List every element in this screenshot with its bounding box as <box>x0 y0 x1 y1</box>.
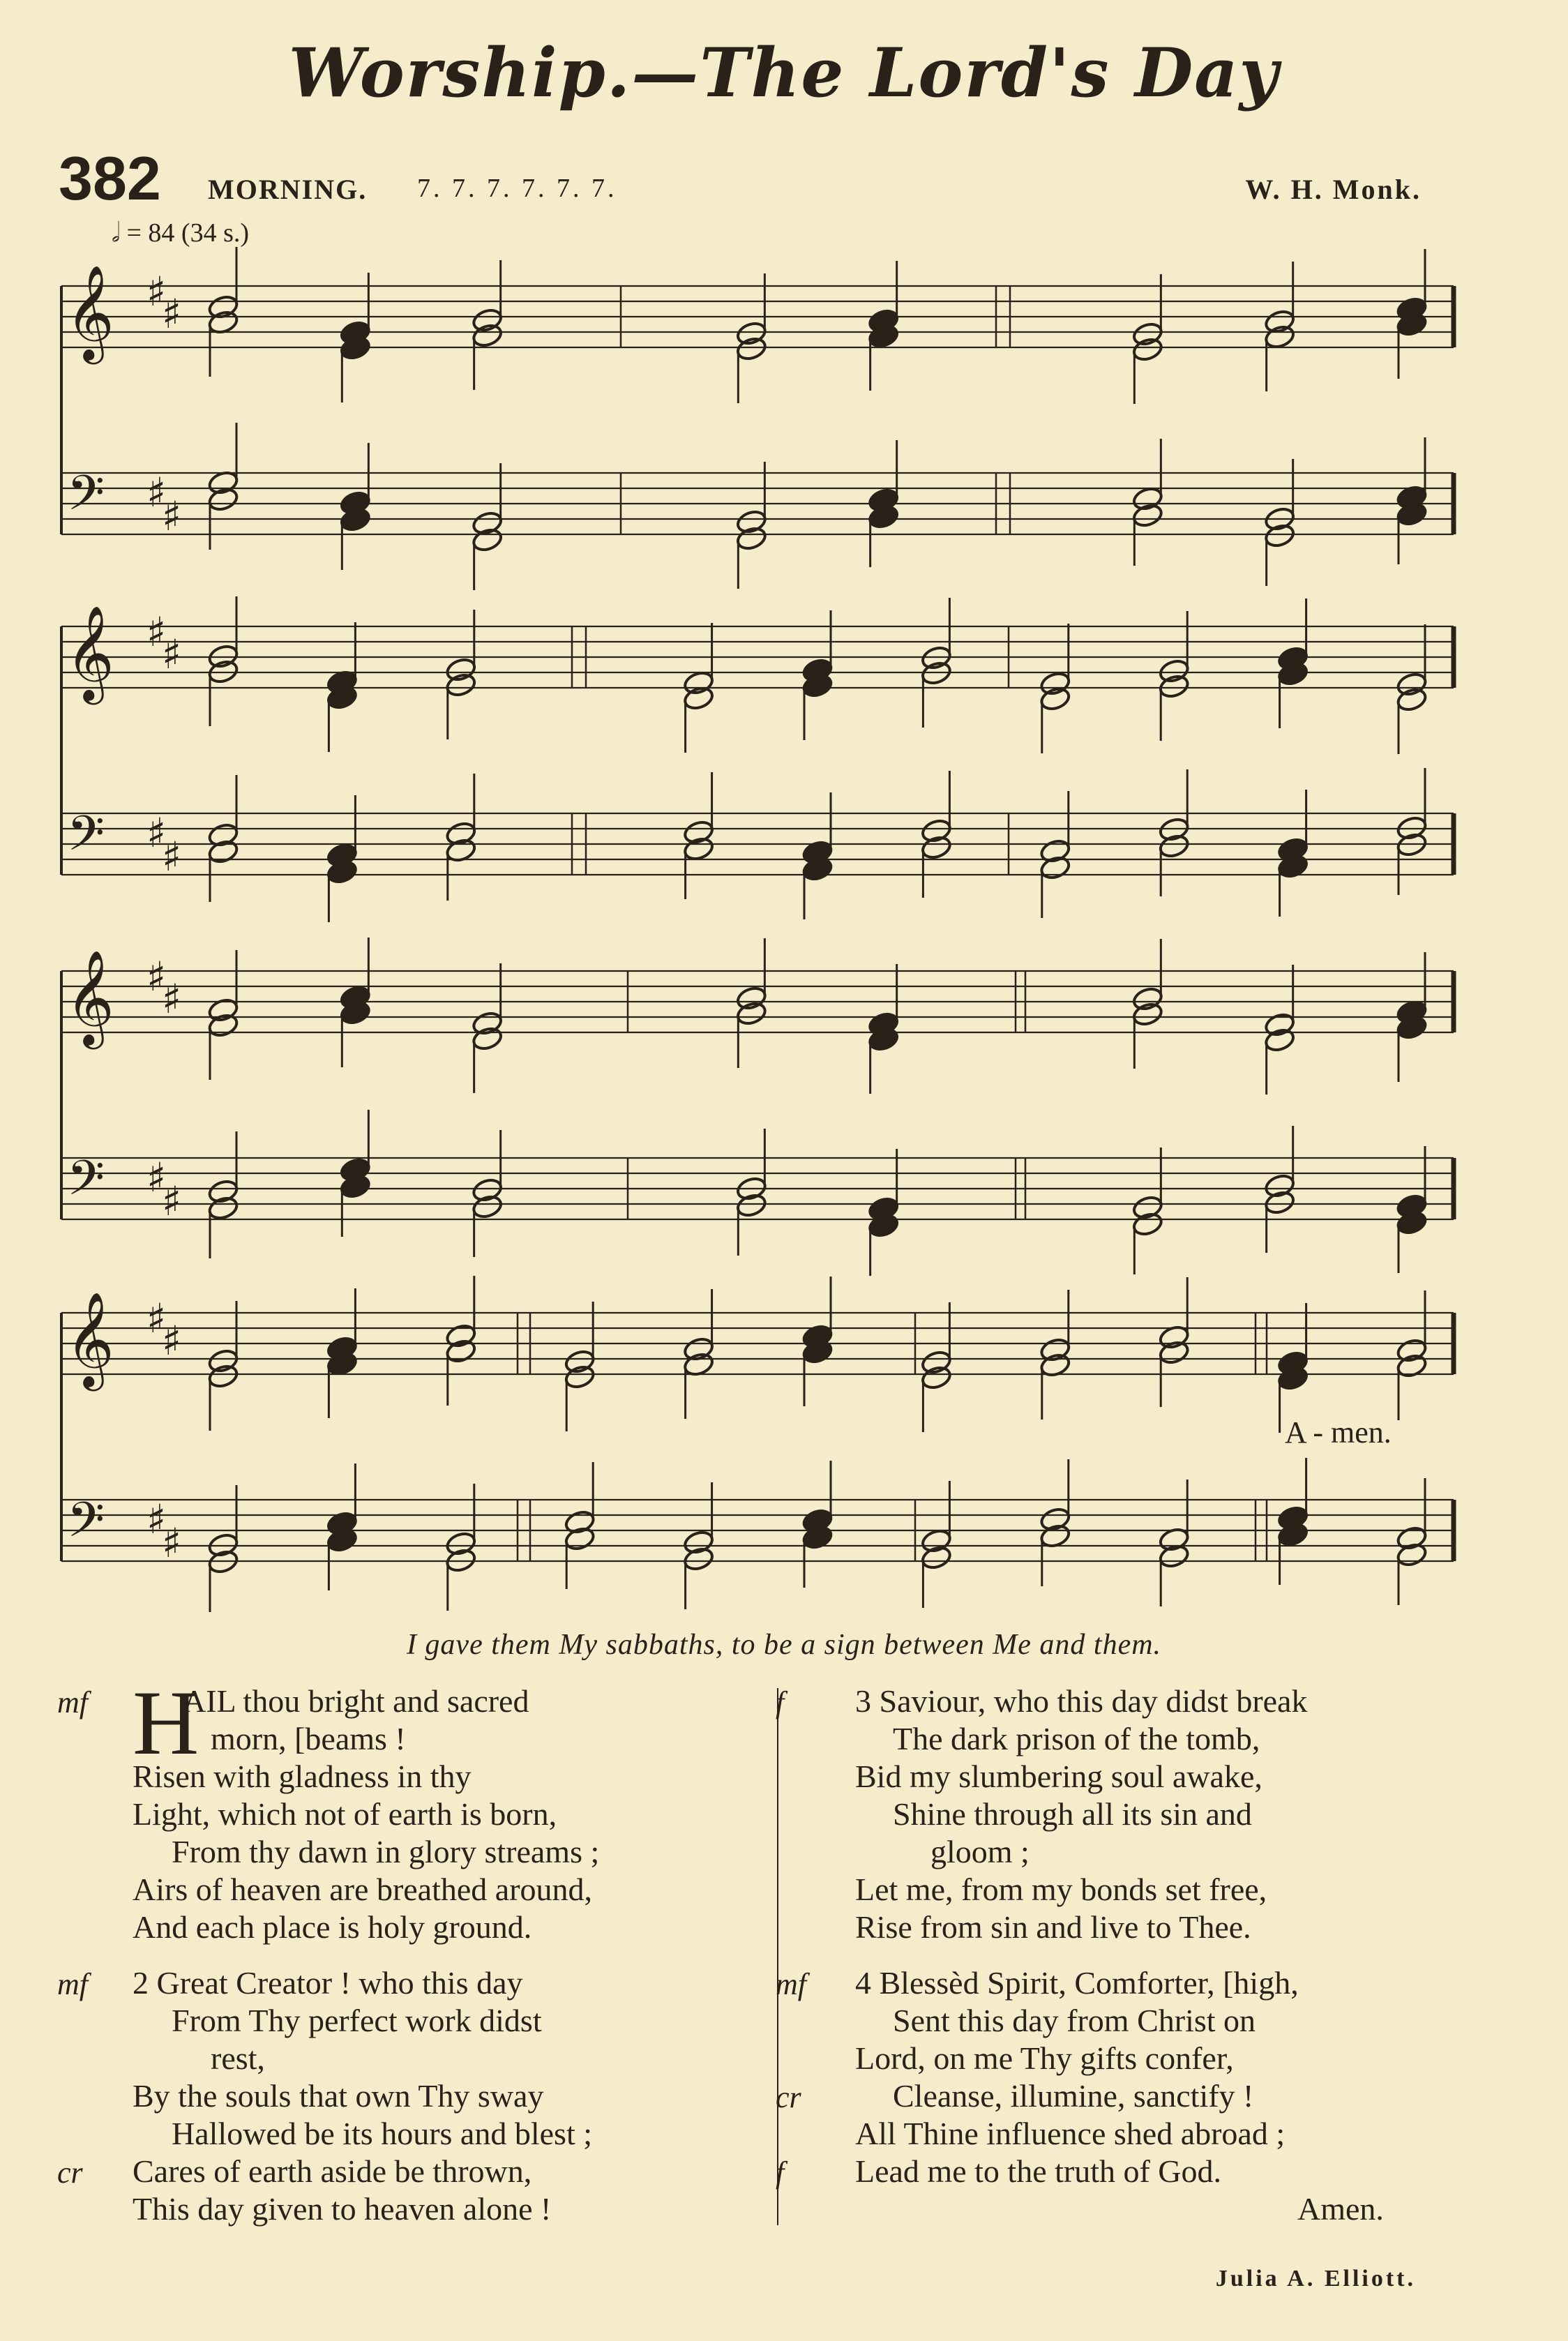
sharp-icon: ♯ <box>146 1496 167 1543</box>
verse-right-line: Amen. <box>1297 2191 1384 2227</box>
verse-right-line: 3 Saviour, who this day didst break <box>855 1683 1308 1719</box>
treble-clef-icon: 𝄞 <box>66 604 114 700</box>
hymn-number: 382 <box>59 144 161 213</box>
sharp-icon: ♯ <box>162 290 182 338</box>
verse-left-line: 2 Great Creator ! who this day <box>133 1965 523 2001</box>
sharp-icon: ♯ <box>146 608 167 656</box>
verse-right-line: gloom ; <box>930 1834 1030 1869</box>
sharp-icon: ♯ <box>146 469 167 516</box>
sharp-icon: ♯ <box>162 975 182 1023</box>
treble-clef-icon: 𝄞 <box>66 264 114 360</box>
sharp-icon: ♯ <box>162 1317 182 1364</box>
dynamic-marking: f <box>776 2155 785 2190</box>
dynamic-marking: mf <box>57 1967 88 2001</box>
verse-left-line: rest, <box>211 2040 265 2076</box>
verse-right-line: All Thine influence shed abroad ; <box>855 2116 1286 2151</box>
sharp-icon: ♯ <box>162 492 182 540</box>
verse-left-line: By the souls that own Thy sway <box>133 2078 544 2114</box>
verse-right-line: Lord, on me Thy gifts confer, <box>855 2040 1234 2076</box>
dynamic-marking: mf <box>57 1685 88 1719</box>
verse-right-line: Bid my slumbering soul awake, <box>855 1759 1262 1794</box>
verse-right-line: Lead me to the truth of God. <box>855 2153 1222 2189</box>
dynamic-marking: cr <box>776 2080 801 2114</box>
dynamic-marking: f <box>776 1685 785 1719</box>
verse-right-line: Cleanse, illumine, sanctify ! <box>893 2078 1254 2114</box>
scripture-quote: I gave them My sabbaths, to be a sign between Me and them. <box>406 1629 1162 1661</box>
sharp-icon: ♯ <box>146 953 167 1000</box>
bass-clef-icon: 𝄢 <box>67 805 105 873</box>
author: Julia A. Elliott. <box>1215 2266 1416 2291</box>
verse-left-line: Risen with gladness in thy <box>133 1759 472 1794</box>
meter: 7. 7. 7. 7. 7. 7. <box>417 174 617 203</box>
tune-name: MORNING. <box>208 174 368 205</box>
treble-clef-icon: 𝄞 <box>66 949 114 1045</box>
sharp-icon: ♯ <box>162 833 182 880</box>
verse-left-line: From Thy perfect work didst <box>172 2003 542 2038</box>
dynamic-marking: mf <box>776 1967 806 2001</box>
verse-right-line: Sent this day from Christ on <box>893 2003 1256 2038</box>
bass-clef-icon: 𝄢 <box>67 1150 105 1218</box>
verse-left-line: Light, which not of earth is born, <box>133 1796 557 1832</box>
verse-left-line: And each place is holy ground. <box>133 1909 532 1945</box>
sharp-icon: ♯ <box>146 1154 167 1201</box>
half-note-icon: 𝅗𝅥 <box>112 218 120 248</box>
verse-left-line: Airs of heaven are breathed around, <box>133 1872 593 1907</box>
amen-lyric: A - men. <box>1285 1415 1392 1450</box>
bass-clef-icon: 𝄢 <box>67 465 105 533</box>
composer: W. H. Monk. <box>1245 174 1422 205</box>
verse-left-line: Hallowed be its hours and blest ; <box>172 2116 593 2151</box>
sharp-icon: ♯ <box>162 1177 182 1225</box>
verse-right-line: 4 Blessèd Spirit, Comforter, [high, <box>855 1965 1299 2001</box>
drop-cap: H <box>133 1671 199 1774</box>
verse-left-line: AIL thou bright and sacred <box>183 1683 529 1719</box>
sharp-icon: ♯ <box>146 1295 167 1342</box>
verse-left-line: Cares of earth aside be thrown, <box>133 2153 532 2189</box>
verse-right-line: Rise from sin and live to Thee. <box>855 1909 1251 1945</box>
tempo-text: = 84 (34 s.) <box>126 218 250 248</box>
verse-left-line: This day given to heaven alone ! <box>133 2191 552 2227</box>
verse-right-line: Shine through all its sin and <box>893 1796 1252 1832</box>
sharp-icon: ♯ <box>146 809 167 857</box>
sharp-icon: ♯ <box>162 1519 182 1567</box>
dynamic-marking: cr <box>57 2155 83 2190</box>
verse-right-line: Let me, from my bonds set free, <box>855 1872 1267 1907</box>
page-title: Worship.—The Lord's Day <box>288 33 1280 112</box>
treble-clef-icon: 𝄞 <box>66 1290 114 1387</box>
sharp-icon: ♯ <box>162 631 182 678</box>
column-divider <box>777 1688 778 2225</box>
verse-right-line: The dark prison of the tomb, <box>893 1721 1260 1756</box>
verse-left-line: morn, [beams ! <box>211 1721 406 1756</box>
sharp-icon: ♯ <box>146 268 167 315</box>
bass-clef-icon: 𝄢 <box>67 1491 105 1560</box>
verse-left-line: From thy dawn in glory streams ; <box>172 1834 600 1869</box>
